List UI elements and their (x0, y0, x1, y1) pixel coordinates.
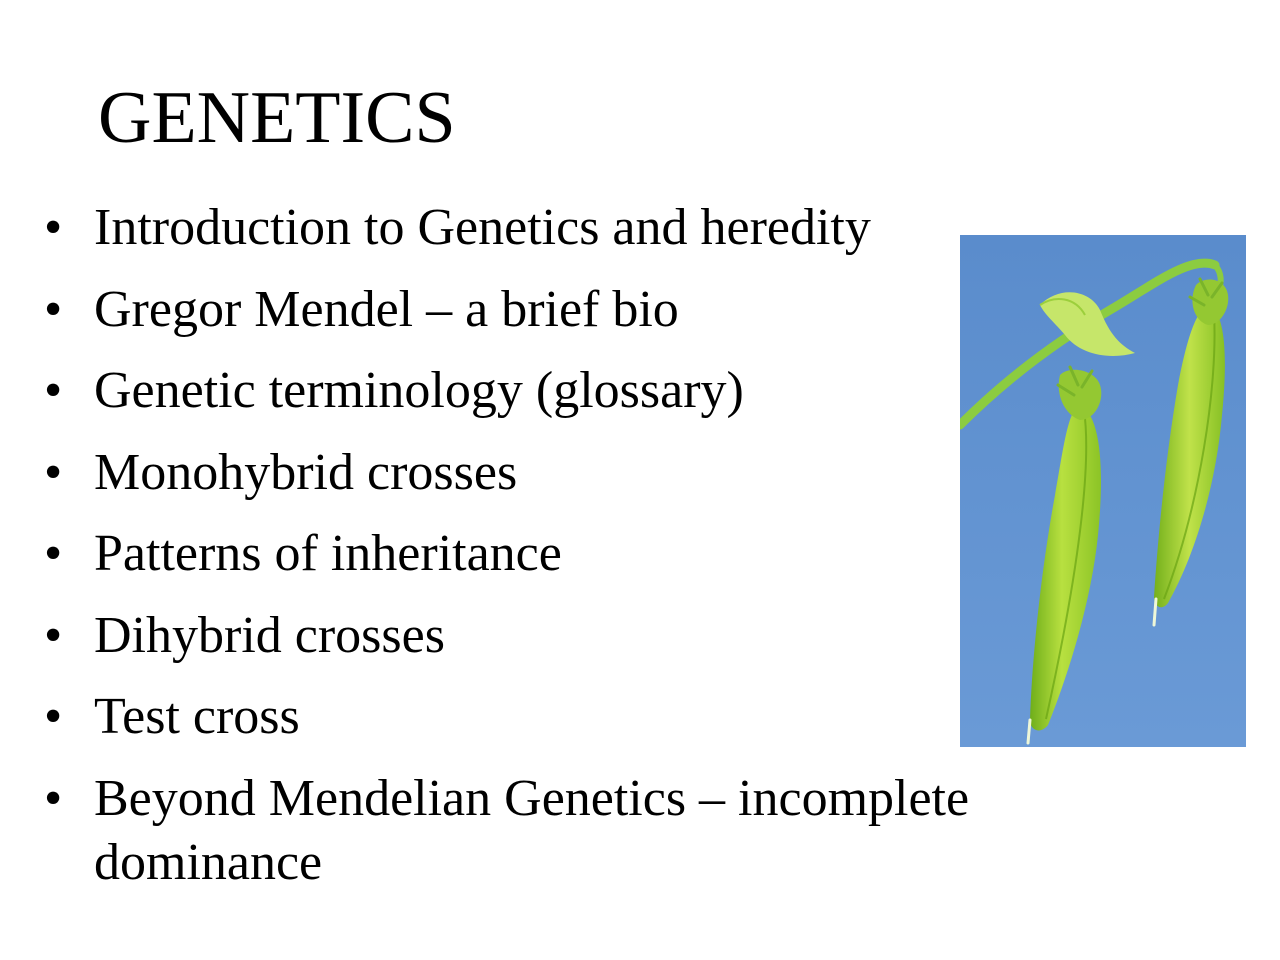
list-item (44, 604, 1104, 668)
bullet-icon: • (44, 607, 63, 664)
list-item-text: Introduction to Genetics and heredity (94, 199, 871, 256)
pea-pods-photo (960, 235, 1246, 747)
list-item-text: Genetic terminology (glossary) (94, 362, 744, 419)
list-item (44, 522, 1104, 586)
bullet-icon: • (44, 525, 63, 582)
list-item-text: Beyond Mendelian Genetics – incomplete dominance (94, 770, 970, 891)
bullet-icon: • (44, 362, 63, 419)
list-item-text: Dihybrid crosses (94, 607, 445, 664)
list-item-text: Gregor Mendel – a brief bio (94, 281, 679, 338)
list-item (44, 278, 1104, 342)
list-item-text: Patterns of inheritance (94, 525, 562, 582)
list-item (44, 767, 1054, 895)
list-item (44, 441, 1104, 505)
list-item (44, 685, 1104, 749)
slide-title: GENETICS (98, 77, 456, 159)
list-item (44, 359, 1104, 423)
bullet-icon: • (44, 281, 63, 338)
bullet-icon: • (44, 199, 63, 256)
list-item-text: Test cross (94, 688, 300, 745)
list-item (44, 196, 1104, 260)
list-item-text: Monohybrid crosses (94, 444, 518, 501)
bullet-icon: • (44, 770, 63, 827)
bullet-icon: • (44, 444, 63, 501)
bullet-icon: • (44, 688, 63, 745)
